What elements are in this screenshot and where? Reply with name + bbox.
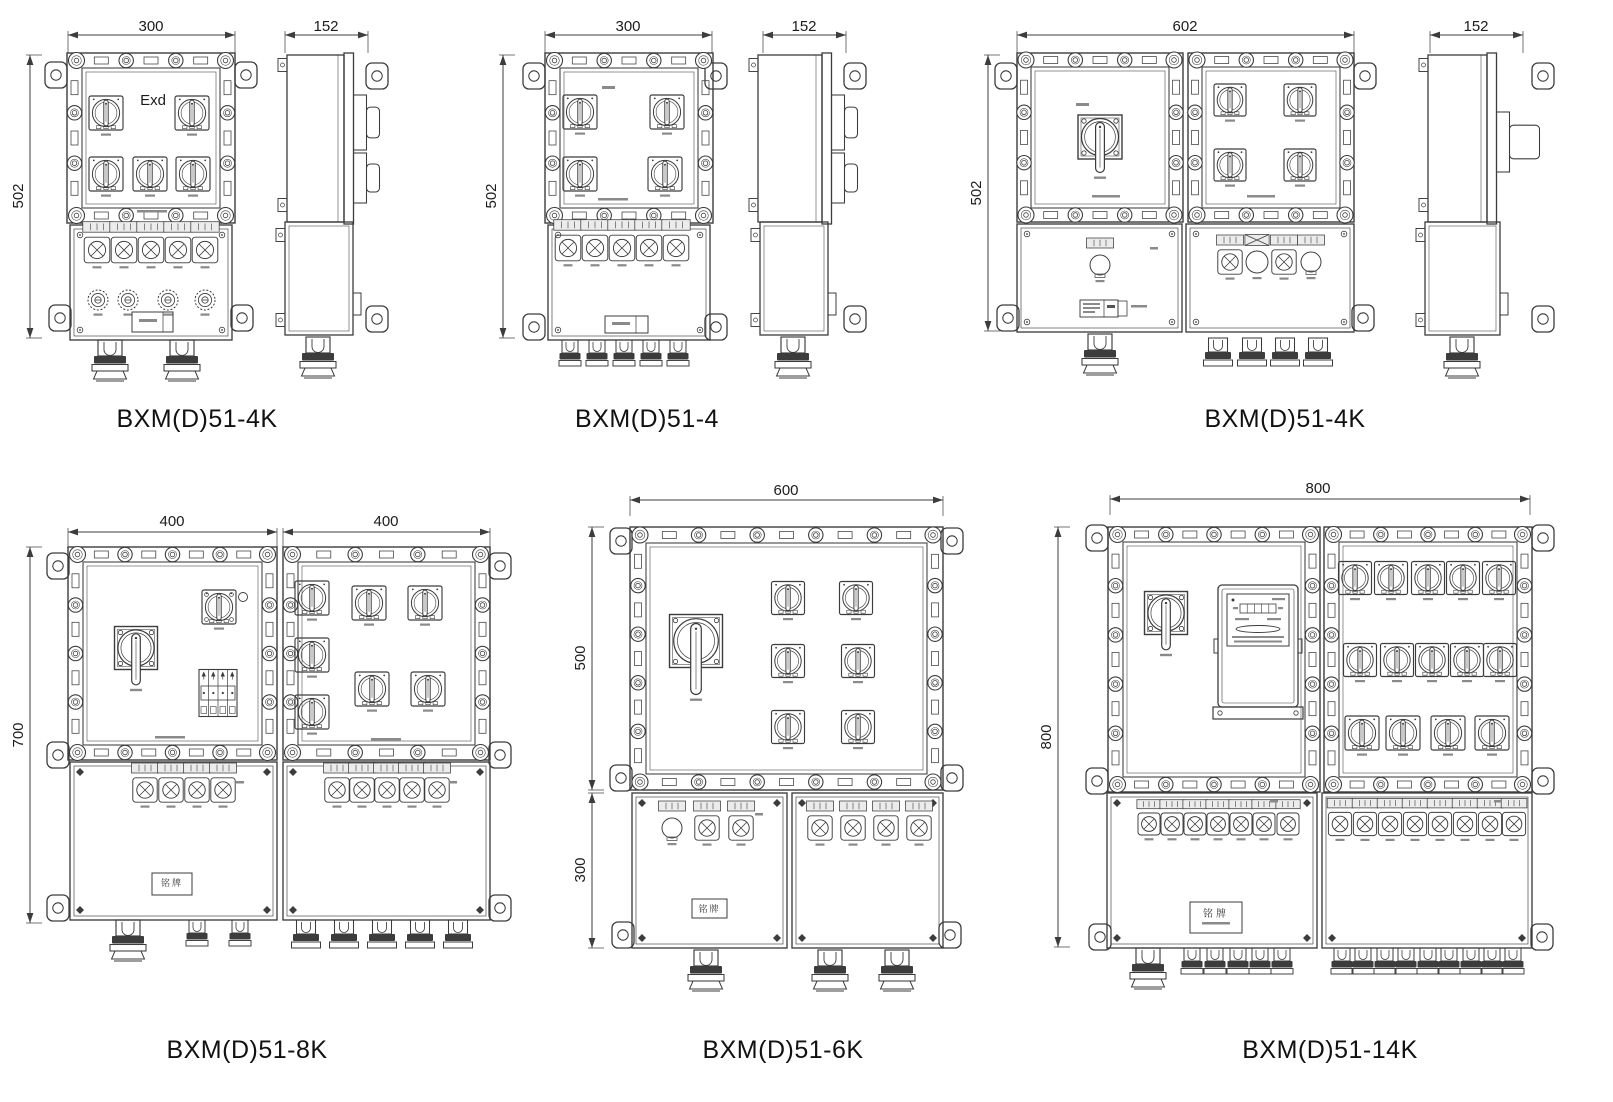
model-label: BXM(D)51-4	[575, 405, 719, 433]
rotary-switch-icon	[1475, 716, 1509, 756]
indicator-light-icon	[728, 801, 755, 846]
dim-width-label: 600	[773, 482, 799, 499]
indicator-light-icon	[635, 220, 663, 267]
indicator-light-icon	[662, 220, 690, 267]
flange-cover	[1108, 527, 1320, 793]
cable-gland-icon	[292, 920, 321, 948]
indicator-light-icon	[1352, 798, 1378, 841]
rotary-switch-icon	[772, 582, 805, 621]
indicator-light-icon	[873, 801, 900, 846]
side-view	[749, 53, 866, 378]
mounting-tab-icon	[612, 922, 634, 948]
rotary-switch-icon	[1483, 562, 1516, 601]
rotary-switch-icon	[1484, 644, 1517, 683]
mounting-tab-icon	[366, 306, 388, 332]
dim-depth-label: 152	[791, 18, 817, 35]
cable-gland-icon	[300, 337, 336, 378]
mounting-tab-icon	[523, 63, 545, 89]
rotary-switch-icon	[295, 695, 329, 735]
main-switch-icon	[1145, 592, 1188, 657]
breaker-module-icon	[199, 670, 237, 717]
dim-depth-label: 152	[1463, 18, 1489, 35]
mounting-tab-icon	[941, 765, 963, 791]
figure-bxm51-8k	[26, 528, 511, 961]
indicator-light-icon	[807, 801, 834, 846]
rotary-switch-icon	[89, 96, 123, 136]
indicator-light-icon	[184, 763, 211, 808]
cable-gland-icon	[1444, 337, 1480, 378]
indicator-light-icon	[1206, 800, 1230, 841]
cable-gland-icon	[1352, 948, 1374, 974]
cable-gland-icon	[586, 340, 608, 366]
dim-width-left-label: 400	[159, 513, 185, 530]
mounting-tab-icon	[610, 765, 632, 791]
terminal-box	[1107, 793, 1317, 948]
mounting-tab-icon	[49, 305, 71, 331]
rotary-switch-icon	[1284, 149, 1316, 187]
cable-gland-icon	[688, 950, 724, 991]
indicator-light-icon	[1229, 800, 1253, 841]
rotary-switch-icon	[840, 582, 873, 621]
indicator-light-icon	[1452, 798, 1478, 841]
indicator-light-icon	[1217, 235, 1244, 280]
side-view	[1416, 53, 1554, 378]
mounting-tab-icon	[844, 306, 866, 332]
mounting-tab-icon	[1086, 525, 1108, 551]
rotary-switch-icon	[352, 586, 386, 626]
dimension	[1110, 495, 1530, 515]
cable-gland-icon	[613, 340, 635, 366]
dim-width-label: 300	[615, 18, 641, 35]
rotary-switch-icon	[1214, 84, 1246, 122]
indicator-light-icon	[694, 801, 721, 846]
rotary-switch-icon	[1416, 644, 1449, 683]
rotary-switch-icon	[563, 95, 597, 135]
dim-height-label: 502	[10, 183, 27, 209]
indicator-light-icon	[554, 220, 582, 267]
mounting-tab-icon	[45, 62, 67, 88]
rotary-switch-icon	[408, 586, 442, 626]
mounting-tab-icon	[47, 742, 69, 768]
figure-bxm51-6k	[588, 496, 963, 991]
rotary-switch-icon	[563, 157, 597, 197]
indicator-light-icon	[1427, 798, 1453, 841]
mounting-tab-icon	[1531, 924, 1553, 950]
push-button-icon	[195, 290, 215, 316]
exd-marking: Exd	[140, 92, 166, 109]
cable-gland-icon	[1130, 948, 1166, 989]
mounting-tab-icon	[489, 742, 511, 768]
rotary-switch-icon	[176, 157, 210, 197]
indicator-light-icon	[1501, 798, 1527, 841]
indicator-light-icon	[110, 222, 138, 269]
rotary-switch-icon	[648, 157, 682, 197]
rotary-switch-icon	[133, 157, 167, 197]
rotary-switch-icon	[842, 645, 875, 684]
mounting-tab-icon	[705, 314, 727, 340]
indicator-light-icon	[1477, 798, 1503, 841]
main-switch-icon	[115, 627, 158, 692]
indicator-light-icon	[132, 763, 159, 808]
terminal-box	[70, 762, 277, 920]
rotary-switch-icon	[1431, 716, 1465, 756]
indicator-light-icon	[424, 763, 451, 808]
rotary-switch-icon	[295, 581, 329, 621]
push-button-icon	[1245, 235, 1269, 280]
rotary-switch-icon	[1447, 562, 1480, 601]
indicator-light-icon	[191, 222, 219, 269]
cable-gland-icon	[1417, 948, 1439, 974]
cable-gland-icon	[1082, 334, 1118, 375]
rotary-switch-icon	[1451, 644, 1484, 683]
mounting-tab-icon	[939, 922, 961, 948]
indicator-light-icon	[1271, 235, 1298, 280]
dim-width-right-label: 400	[373, 513, 399, 530]
cable-gland-icon	[640, 340, 662, 366]
model-label: BXM(D)51-4K	[1204, 405, 1366, 433]
rotary-switch-icon	[1412, 562, 1445, 601]
cable-gland-icon	[1304, 338, 1333, 366]
rotary-switch-icon	[175, 96, 209, 136]
indicator-light-icon	[840, 801, 867, 846]
dim-width-label: 800	[1305, 480, 1331, 497]
indicator-light-icon	[1276, 800, 1300, 841]
figure-bxm51-4	[499, 31, 866, 378]
mounting-tab-icon	[231, 305, 253, 331]
dimension	[68, 528, 277, 548]
main-switch-icon	[1078, 115, 1122, 179]
indicator-light-icon	[210, 763, 237, 808]
mounting-tab-icon	[47, 895, 69, 921]
dim-height-top-label: 500	[572, 645, 589, 671]
rotary-switch-icon	[202, 590, 236, 630]
main-switch-icon	[670, 615, 723, 701]
cable-gland-icon	[1481, 948, 1503, 974]
rotary-switch-icon	[1381, 644, 1414, 683]
indicator-light-icon	[158, 763, 185, 808]
rotary-switch-icon	[842, 711, 875, 750]
dim-height-label: 800	[1038, 724, 1055, 750]
indicator-light-icon	[608, 220, 636, 267]
push-button-icon	[1298, 235, 1325, 279]
cable-gland-icon	[1227, 948, 1249, 974]
mounting-tab-icon	[1532, 525, 1554, 551]
rotary-switch-icon	[1284, 84, 1316, 122]
cable-gland-icon	[406, 920, 435, 948]
indicator-light-icon	[1252, 800, 1276, 841]
cable-gland-icon	[368, 920, 397, 948]
indicator-light-icon	[164, 222, 192, 269]
indicator-light-icon	[581, 220, 609, 267]
cable-gland-icon	[110, 920, 146, 961]
rotary-switch-icon	[295, 638, 329, 678]
cable-gland-icon	[1249, 948, 1271, 974]
mounting-tab-icon	[1086, 768, 1108, 794]
cable-gland-icon	[1204, 338, 1233, 366]
cable-gland-icon	[559, 340, 581, 366]
cable-gland-icon	[1374, 948, 1396, 974]
cable-gland-icon	[812, 950, 848, 991]
indicator-light-icon	[1160, 800, 1184, 841]
mounting-tab-icon	[997, 305, 1019, 331]
indicator-light-icon	[906, 801, 933, 846]
mounting-tab-icon	[47, 553, 69, 579]
model-label: BXM(D)51-6K	[702, 1036, 864, 1064]
dim-width-label: 300	[138, 18, 164, 35]
mounting-tab-icon	[489, 553, 511, 579]
mounting-tab-icon	[995, 63, 1017, 89]
figure-bxm51-4k-b	[984, 31, 1554, 378]
side-view	[276, 53, 388, 378]
indicator-light-icon	[1137, 800, 1161, 841]
model-label: BXM(D)51-4K	[116, 405, 278, 433]
indicator-light-icon	[137, 222, 165, 269]
push-button-icon	[659, 801, 686, 845]
nameplate-label: 铭牌	[160, 878, 183, 888]
indicator-light-icon	[83, 222, 111, 269]
push-button-icon	[1087, 238, 1114, 282]
indicator-light-icon	[399, 763, 426, 808]
figure-bxm51-4k-a	[26, 31, 388, 381]
flange-cover	[545, 53, 713, 224]
flange-cover	[67, 53, 235, 224]
cable-gland-icon	[1181, 948, 1203, 974]
mounting-tab-icon	[1352, 305, 1374, 331]
cable-gland-icon	[186, 920, 208, 946]
rotary-switch-icon	[1375, 562, 1408, 601]
indicator-light-icon	[324, 763, 351, 808]
cable-gland-icon	[1204, 948, 1226, 974]
cable-gland-icon	[164, 340, 200, 381]
mounting-tab-icon	[1532, 768, 1554, 794]
rotary-switch-icon	[355, 672, 389, 712]
dim-depth-label: 152	[313, 18, 339, 35]
mounting-tab-icon	[844, 63, 866, 89]
cable-gland-icon	[1502, 948, 1524, 974]
mounting-tab-icon	[1532, 63, 1554, 89]
rotary-switch-icon	[1339, 562, 1372, 601]
cable-gland-icon	[1395, 948, 1417, 974]
dim-height-label: 700	[10, 722, 27, 748]
rotary-switch-icon	[772, 711, 805, 750]
cable-gland-icon	[775, 337, 811, 378]
mounting-tab-icon	[1532, 306, 1554, 332]
dim-height-label: 502	[483, 183, 500, 209]
push-button-icon	[88, 290, 108, 316]
nameplate-label: 铭牌	[1203, 909, 1229, 920]
cable-gland-icon	[444, 920, 473, 948]
dimension	[283, 528, 490, 548]
indicator-light-icon	[1402, 798, 1428, 841]
cable-gland-icon	[330, 920, 359, 948]
rotary-switch-icon	[772, 645, 805, 684]
rotary-switch-icon	[1214, 149, 1246, 187]
nameplate-label: 铭牌	[698, 904, 721, 914]
indicator-light-icon	[1183, 800, 1207, 841]
terminal-box	[283, 762, 490, 920]
rotary-switch-icon	[650, 95, 684, 135]
indicator-light-icon	[1377, 798, 1403, 841]
model-label: BXM(D)51-14K	[1242, 1036, 1418, 1064]
indicator-light-icon	[1327, 798, 1353, 841]
rotary-switch-icon	[1345, 716, 1379, 756]
flange-cover	[68, 547, 277, 761]
mounting-tab-icon	[523, 314, 545, 340]
cable-gland-icon	[1438, 948, 1460, 974]
cable-gland-icon	[1331, 948, 1353, 974]
cable-gland-icon	[667, 340, 689, 366]
mounting-tab-icon	[235, 62, 257, 88]
cable-gland-icon	[1238, 338, 1267, 366]
mounting-tab-icon	[1089, 924, 1111, 950]
cable-gland-icon	[879, 950, 915, 991]
figure-bxm51-14k	[1054, 495, 1554, 989]
cable-gland-icon	[1271, 948, 1293, 974]
dim-height-label: 502	[968, 180, 985, 206]
model-label: BXM(D)51-8K	[166, 1036, 328, 1064]
rotary-switch-icon	[1344, 644, 1377, 683]
cable-gland-icon	[1271, 338, 1300, 366]
cable-gland-icon	[229, 920, 251, 946]
mounting-tab-icon	[941, 528, 963, 554]
mounting-tab-icon	[610, 528, 632, 554]
indicator-light-icon	[374, 763, 401, 808]
mounting-tab-icon	[1354, 63, 1376, 89]
mounting-tab-icon	[366, 63, 388, 89]
dim-height-bottom-label: 300	[572, 857, 589, 883]
dimension	[630, 496, 943, 516]
rotary-switch-icon	[411, 672, 445, 712]
indicator-light-icon	[349, 763, 376, 808]
dim-width-label: 602	[1172, 18, 1198, 35]
cable-gland-icon	[92, 340, 128, 381]
rotary-switch-icon	[1386, 716, 1420, 756]
energy-meter-icon	[1213, 585, 1303, 719]
mounting-tab-icon	[489, 895, 511, 921]
cable-gland-icon	[1460, 948, 1482, 974]
terminal-box	[1186, 224, 1354, 332]
rotary-switch-icon	[89, 157, 123, 197]
certification-plate	[1080, 300, 1147, 317]
